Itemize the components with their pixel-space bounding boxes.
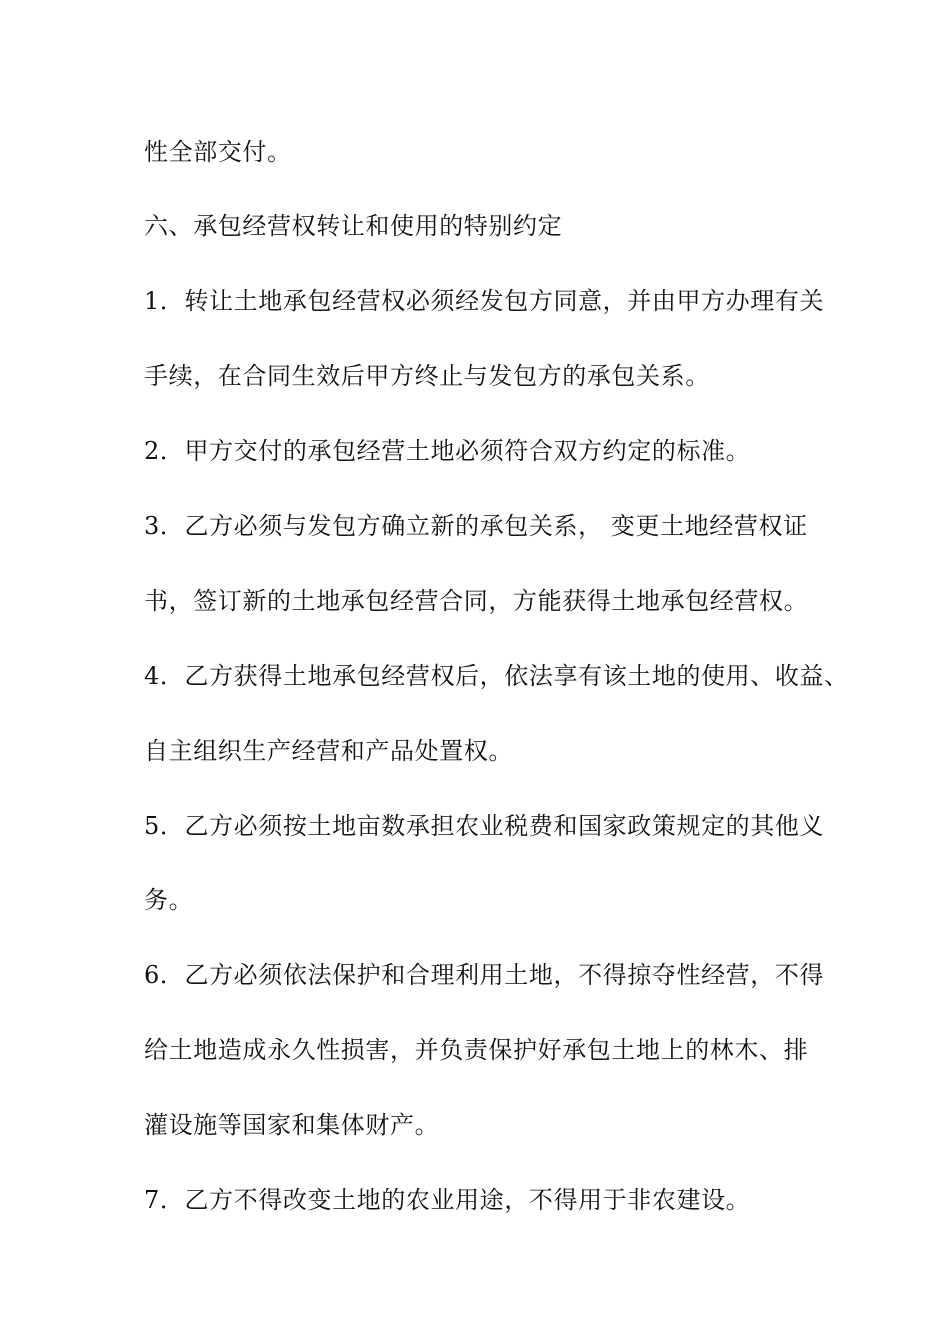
text-line: 给土地造成永久性损害，并负责保护好承包土地上的林木、排 — [144, 1036, 809, 1064]
text-line: 7．乙方不得改变土地的农业用途，不得用于非农建设。 — [144, 1186, 751, 1214]
text-line: 务。 — [144, 886, 194, 914]
text-line: 6．乙方必须依法保护和合理利用土地，不得掠夺性经营，不得 — [144, 961, 825, 989]
text-line: 5．乙方必须按土地亩数承担农业税费和国家政策规定的其他义 — [144, 812, 825, 840]
text-line: 灌设施等国家和集体财产。 — [144, 1111, 440, 1139]
section-heading: 六、承包经营权转让和使用的特别约定 — [144, 212, 563, 240]
text-line: 手续，在合同生效后甲方终止与发包方的承包关系。 — [144, 362, 710, 390]
text-line: 3．乙方必须与发包方确立新的承包关系， 变更土地经营权证 — [144, 512, 808, 540]
text-line: 书，签订新的土地承包经营合同，方能获得土地承包经营权。 — [144, 587, 809, 615]
text-line: 1．转让土地承包经营权必须经发包方同意，并由甲方办理有关 — [144, 287, 825, 315]
text-line: 4．乙方获得土地承包经营权后，依法享有该土地的使用、收益、 — [144, 662, 849, 690]
text-line: 性全部交付。 — [144, 138, 292, 166]
text-line: 2．甲方交付的承包经营土地必须符合双方约定的标准。 — [144, 437, 751, 465]
text-line: 自主组织生产经营和产品处置权。 — [144, 737, 513, 765]
